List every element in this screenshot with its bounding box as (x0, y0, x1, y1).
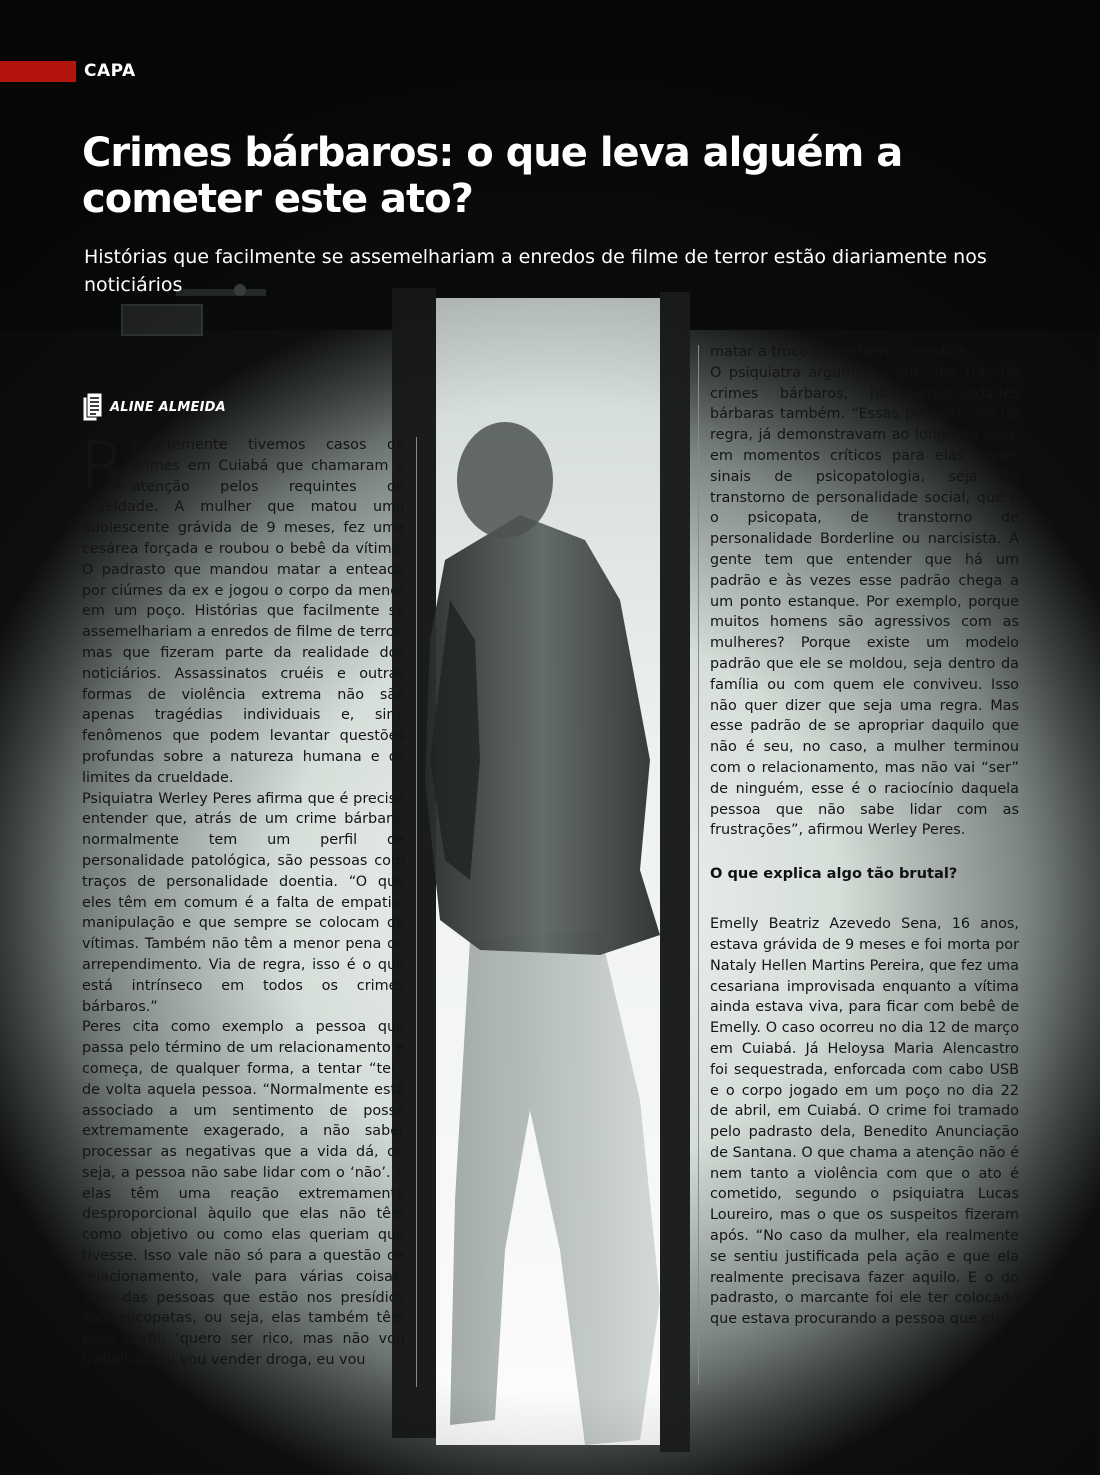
article-column-left (80, 428, 405, 1371)
paragraph-text: ecentemente tivemos casos de crimes em Cuiabá que chamaram a atenção pelos requintes de crueldade. A mulher que matou uma adolescente grávida de 9 meses, fez uma cesárea forçada e roubou o bebê da vítima. O padrasto que mandou matar a enteada por ciúmes da ex e jogou o corpo da menor em um poço. Histórias que facilmente se assemelhariam a enredos de filme de terror, mas que fizeram parte da realidade dos noticiários. Assassinatos cruéis e outras formas de violência extrema não são apenas tragédias individuais e, sim, fenômenos que podem levantar questões profundas sobre a natureza humana e os limites da crueldade. (82, 437, 405, 786)
article-title: Crimes bárbaros: o que leva alguém a cometer este ato? (82, 130, 903, 222)
paragraph: Peres cita como exemplo a pessoa que passa pelo término de um relacionamento e começa, de qualquer forma, a tentar “ter” de volta aquela pessoa. “Normalmente está associado a um sentimento de posse extremamente exagerado, a não saber processar as negativas que a vida dá, ou seja, a pessoa não sabe lidar com o ‘não’. E elas têm uma reação extremamente desproporcional àquilo que elas não têm como objetivo ou como elas queriam que tivesse. Isso vale não só para a questão de relacionamento, vale para várias coisas. 30% das pessoas que estão nos presídios são psicopatas, ou seja, elas também têm esse perfil: ‘quero ser rico, mas não vou trabalhar, eu vou vender droga, eu vou (82, 1019, 405, 1369)
author-name: ALINE ALMEIDA (110, 399, 226, 415)
byline (82, 390, 226, 424)
document-icon (82, 391, 104, 423)
paragraph: matar a troco de dinheiro’”, explica. (710, 344, 971, 360)
article-subtitle: Histórias que facilmente se assemelhariam a enredos de filme de terror estão diariamente nos noticiários (84, 246, 987, 296)
article-column-right (710, 342, 1019, 1330)
section-accent-bar (0, 61, 76, 82)
paragraph: Emelly Beatriz Azevedo Sena, 16 anos, estava grávida de 9 meses e foi morta por Nataly Hellen Martins Pereira, que fez uma cesariana improvisada enquanto a vítima ainda estava viva, para ficar com bebê de Emelly. O caso ocorreu no dia 12 de março em Cuiabá. Já Heloysa Maria Alencastro foi sequestrada, enforcada com cabo USB e o corpo jogado em um poço no dia 22 de abril, em Cuiabá. O crime foi tramado pelo padrasto dela, Benedito Anunciação de Santana. O que chama a atenção não é nem tanto a violência com que o ato é cometido, segundo o psiquiatra Lucas Loureiro, mas o que os suspeitos fizeram após. “No caso da mulher, ela realmente se sentiu justificada pela ação e que ela realmente precisava fazer aquilo. E o do padrasto, o marcante foi ele ter colocado que estava procurando a pessoa que ele (710, 916, 1019, 1328)
section-heading: O que explica algo tão brutal? (710, 865, 958, 883)
section-label: CAPA (84, 61, 136, 81)
column-divider (698, 345, 699, 1385)
paragraph: O psiquiatra argumenta que, por trás de crimes bárbaros, há personalidades bárbaras também. “Essas pessoas, via de regra, já demonstravam ao longo da vida, em momentos críticos para elas, esses sinais de psicopatologia, seja de transtorno de personalidade social, que é o psicopata, de transtorno de personalidade Borderline ou narcisista. A gente tem que entender que há um padrão e às vezes esse padrão chega a um ponto estanque. Por exemplo, porque muitos homens são agressivos com as mulheres? Porque existe um modelo padrão que ele se moldou, seja dentro da família ou com quem ele conviveu. Isso não quer dizer que seja uma regra. Mas esse padrão de se apropriar daquilo que não é seu, no caso, a mulher terminou com o relacionamento, mas não vai “ser” de ninguém, esse é o raciocínio daquela pessoa que não sabe lidar com as frustrações”, afirmou Werley Peres. (710, 364, 1019, 839)
paragraph (80, 428, 405, 789)
paragraph: Psiquiatra Werley Peres afirma que é preciso entender que, atrás de um crime bárbaro, normalmente tem um perfil de personalidade patológica, são pessoas com traços de personalidade doentia. “O que eles têm em comum é a falta de empatia, manipulação e que sempre se colocam de vítimas. Também não têm a menor pena ou arrependimento. Via de regra, isso é o que está intrínseco em todos os crimes bárbaros.” (82, 790, 405, 1015)
column-divider (416, 437, 417, 1387)
drop-cap: R (80, 428, 126, 505)
